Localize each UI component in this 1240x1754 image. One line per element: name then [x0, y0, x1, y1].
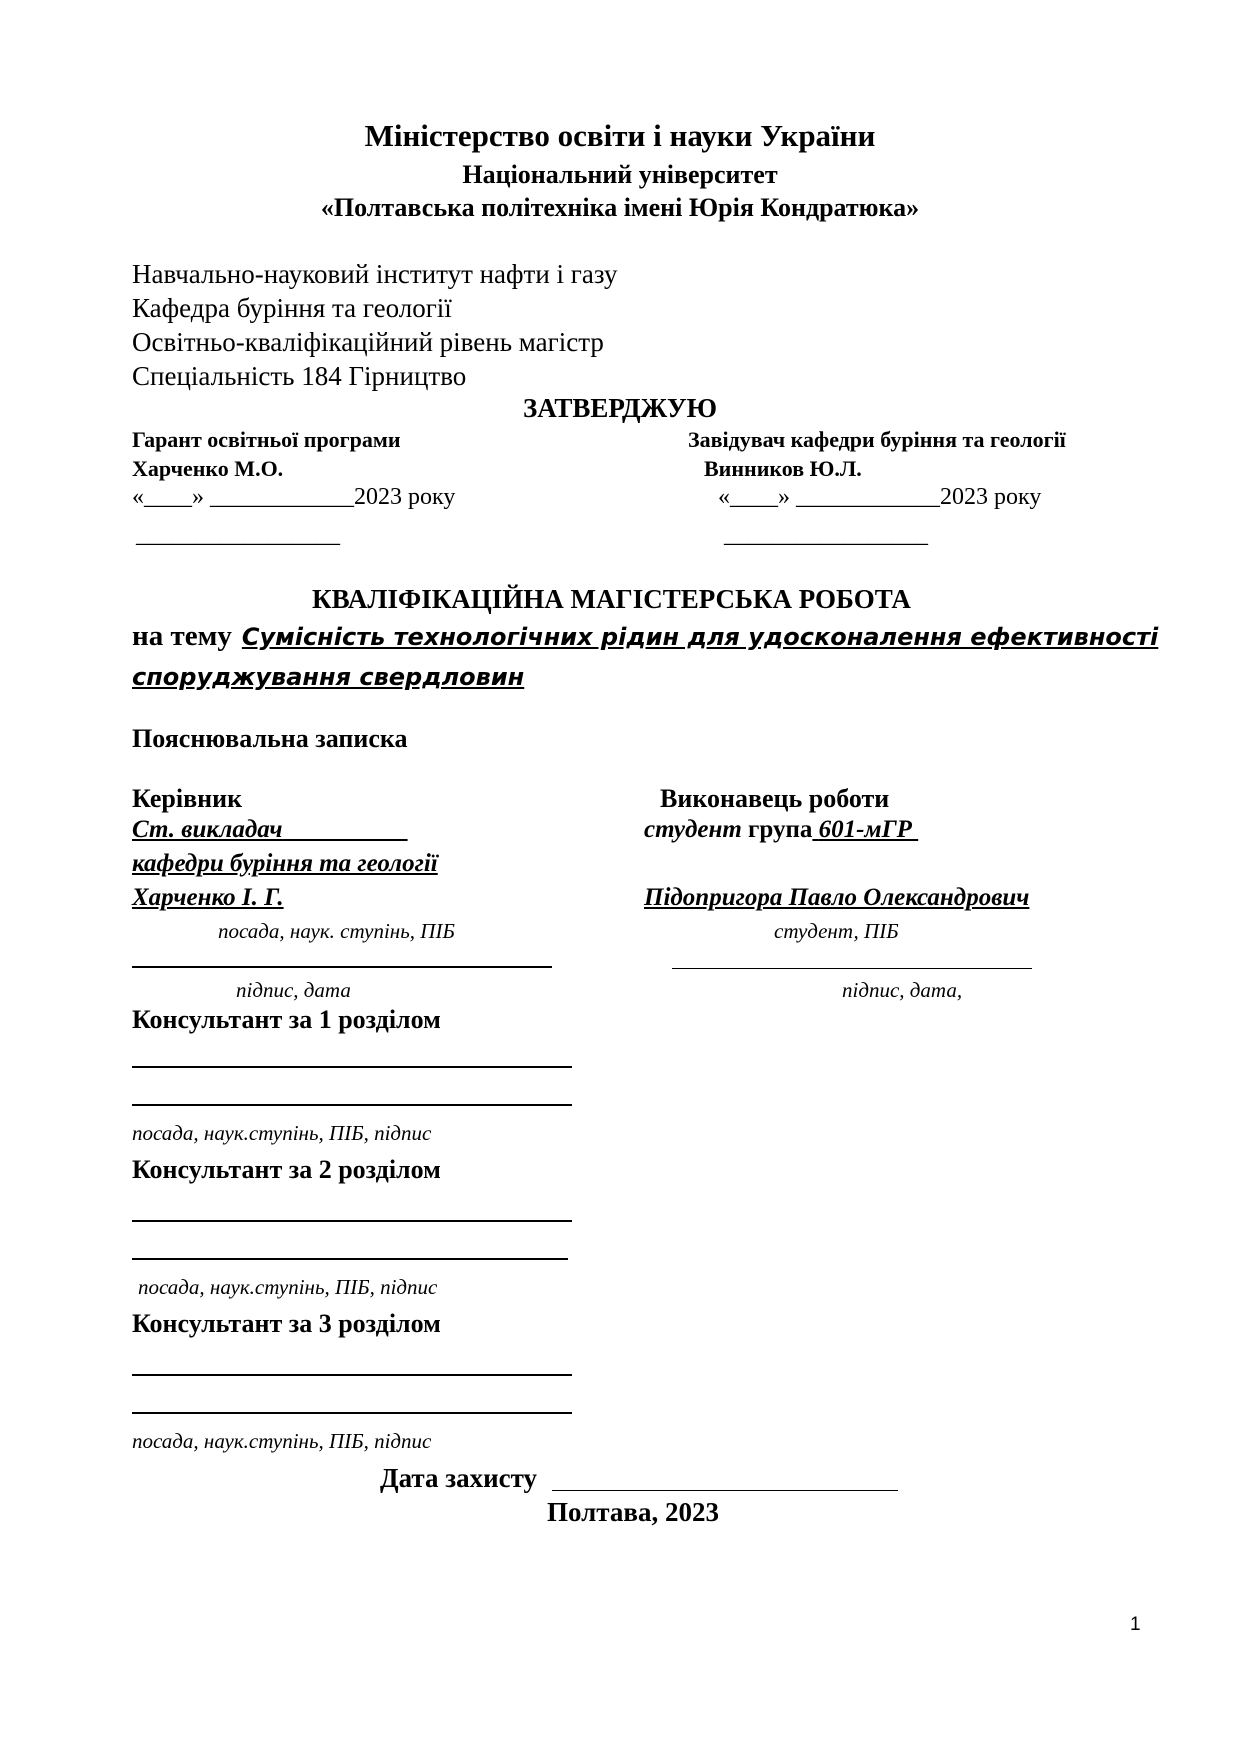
author-name: Підопригора Павло Олександрович [644, 884, 1030, 911]
city-year: Полтава, 2023 [547, 1497, 719, 1527]
explanatory-note: Пояснювальна записка [132, 724, 408, 753]
defense-date-label: Дата захисту [380, 1463, 538, 1493]
author-signature-line [672, 968, 1032, 969]
consultant-1-heading: Консультант за 1 розділом [132, 1005, 441, 1034]
qualification-line: Освітньо-кваліфікаційний рівень магістр [132, 327, 604, 357]
consultant-3-heading: Консультант за 3 розділом [132, 1309, 441, 1338]
consultant-3-line-2 [132, 1412, 572, 1414]
author-sign-caption: підпис, дата, [842, 978, 963, 1002]
approval-right-signature: _________________ [724, 522, 928, 548]
consultant-2-line-2 [132, 1258, 568, 1260]
supervisor-signature-line [132, 966, 552, 968]
work-title: КВАЛІФІКАЦІЙНА МАГІСТЕРСЬКА РОБОТА [312, 584, 911, 614]
university-line-1: Національний університет [462, 160, 778, 189]
approval-right-name: Винников Ю.Л. [704, 456, 862, 481]
consultant-2-line-1 [132, 1220, 572, 1222]
consultant-1-line-2 [132, 1104, 572, 1106]
ministry-title: Міністерство освіти і науки України [364, 118, 876, 153]
approval-left-name: Харченко М.О. [132, 456, 284, 481]
university-line-2: «Полтавська політехніка імені Юрія Кондратюка» [320, 193, 920, 222]
author-group-line: студент група 601-мГР [644, 816, 912, 843]
consultant-1-caption: посада, наук.ступінь, ПІБ, підпис [132, 1121, 432, 1145]
approval-left-role: Гарант освітньої програми [132, 427, 401, 452]
consultant-3-caption: посада, наук.ступінь, ПІБ, підпис [132, 1429, 432, 1453]
department-line: Кафедра буріння та геології [132, 293, 452, 323]
supervisor-sign-caption: підпис, дата [236, 978, 351, 1002]
consultant-2-caption: посада, наук.ступінь, ПІБ, підпис [138, 1275, 438, 1299]
approval-left-date: «____» ____________2023 року [132, 484, 456, 510]
institute-line: Навчально-науковий інститут нафти і газу [132, 259, 618, 289]
consultant-2-heading: Консультант за 2 розділом [132, 1155, 441, 1184]
consultant-1-line-1 [132, 1066, 572, 1068]
supervisor-caption: посада, наук. ступінь, ПІБ [218, 919, 455, 943]
defense-date-line [552, 1490, 898, 1491]
topic-text-2: споруджування свердловин [132, 663, 525, 691]
approval-right-date: «____» ____________2023 року [718, 484, 1042, 510]
topic-text-1: Сумісність технологічних рідин для удосконалення ефективності [241, 623, 1159, 651]
supervisor-heading: Керівник [132, 784, 243, 813]
topic-prefix: на тему [132, 620, 232, 652]
approval-right-role: Завідувач кафедри буріння та геології [688, 427, 1066, 452]
supervisor-position-2: кафедри буріння та геології [132, 850, 438, 877]
author-heading: Виконавець роботи [660, 784, 890, 813]
approval-left-signature: _________________ [136, 522, 340, 548]
author-caption: студент, ПІБ [774, 919, 899, 943]
topic-line-1 [132, 620, 1158, 653]
consultant-3-line-1 [132, 1374, 572, 1376]
specialty-line: Спеціальність 184 Гірництво [132, 361, 467, 391]
supervisor-position-1: Ст. викладач [132, 816, 283, 843]
author-group: 601-мГР [818, 816, 912, 843]
page-number: 1 [1130, 1614, 1141, 1635]
supervisor-name: Харченко І. Г. [132, 884, 284, 911]
approval-title: ЗАТВЕРДЖУЮ [522, 393, 718, 423]
